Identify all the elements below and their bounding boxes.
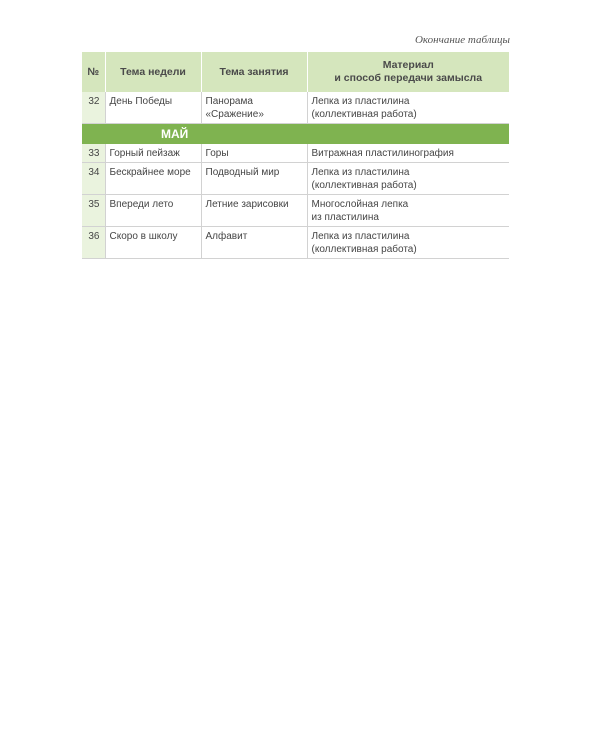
lesson-plan-table xyxy=(82,52,509,259)
row-material: Лепка из пластилина (коллективная работа) xyxy=(307,92,509,124)
table-row xyxy=(82,195,509,227)
month-divider-cell xyxy=(105,124,509,145)
row-material: Многослойная лепка из пластилина xyxy=(307,195,509,227)
row-week-theme: День Победы xyxy=(105,92,201,124)
row-number: 32 xyxy=(82,92,105,124)
table-row xyxy=(82,227,509,259)
month-divider-row xyxy=(82,124,509,145)
row-number: 35 xyxy=(82,195,105,227)
row-week-theme: Впереди лето xyxy=(105,195,201,227)
row-week-theme: Горный пейзаж xyxy=(105,144,201,163)
month-label: МАЙ xyxy=(161,126,189,141)
row-number: 33 xyxy=(82,144,105,163)
row-lesson-theme: Летние зарисовки xyxy=(201,195,307,227)
row-lesson-theme: Горы xyxy=(201,144,307,163)
row-material: Лепка из пластилина (коллективная работа) xyxy=(307,227,509,259)
header-lesson-theme: Тема занятия xyxy=(201,52,307,92)
row-material: Витражная пластилинография xyxy=(307,144,509,163)
row-number: 36 xyxy=(82,227,105,259)
header-material: Материал и способ передачи замысла xyxy=(307,52,509,92)
row-lesson-theme: Алфавит xyxy=(201,227,307,259)
row-lesson-theme: Подводный мир xyxy=(201,163,307,195)
table-row xyxy=(82,92,509,124)
month-divider-number-cell xyxy=(82,124,105,145)
table-continuation-caption: Окончание таблицы xyxy=(414,34,510,46)
table-row xyxy=(82,144,509,163)
row-week-theme: Бескрайнее море xyxy=(105,163,201,195)
row-week-theme: Скоро в школу xyxy=(105,227,201,259)
header-week-theme: Тема недели xyxy=(105,52,201,92)
row-material: Лепка из пластилина (коллективная работа) xyxy=(307,163,509,195)
table-row xyxy=(82,163,509,195)
row-number: 34 xyxy=(82,163,105,195)
table-header-row xyxy=(82,52,509,92)
header-number: № xyxy=(82,52,105,92)
row-lesson-theme: Панорама «Сражение» xyxy=(201,92,307,124)
